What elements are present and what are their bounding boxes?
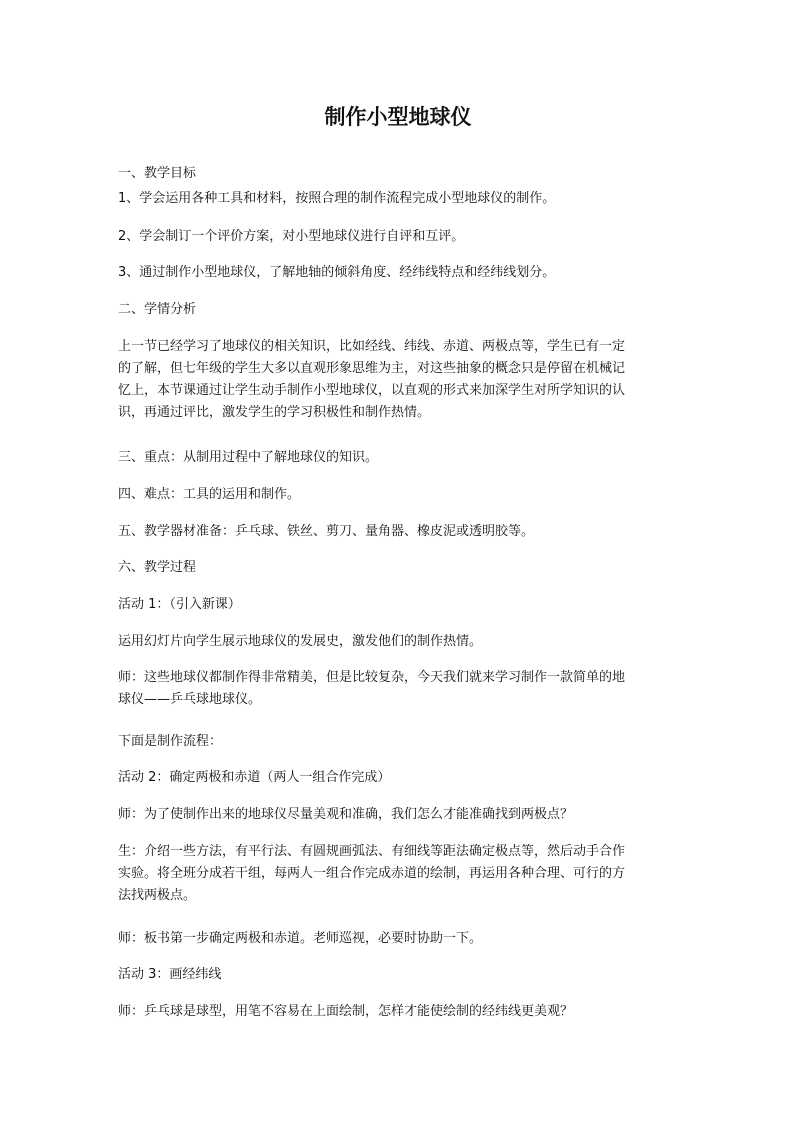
paragraph-line: 师：这些地球仪都制作得非常精美，但是比较复杂，今天我们就来学习制作一款简单的地	[118, 670, 626, 685]
section-difficulty: 四、难点：工具的运用和制作。	[118, 487, 301, 502]
paragraph-line: 忆上，本节课通过让学生动手制作小型地球仪，以直观的形式来加深学生对所学知识的认	[118, 383, 626, 398]
teacher-paragraph-4: 师：乒乓球是球型，用笔不容易在上面绘制，怎样才能使绘制的经纬线更美观？	[118, 1004, 574, 1019]
section-key-point: 三、重点：从制用过程中了解地球仪的知识。	[118, 450, 379, 465]
teacher-paragraph-3: 师：板书第一步确定两极和赤道。老师巡视，必要时协助一下。	[118, 931, 483, 946]
section-heading-process: 六、教学过程	[118, 560, 197, 575]
paragraph-line: 上一节已经学习了地球仪的相关知识，比如经线、纬线、赤道、两极点等，学生已有一定	[118, 339, 626, 354]
objective-item-3: 3、通过制作小型地球仪，了解地轴的倾斜角度、经纬线特点和经纬线划分。	[118, 265, 556, 280]
objective-item-1: 1、学会运用各种工具和材料，按照合理的制作流程完成小型地球仪的制作。	[118, 191, 556, 206]
teacher-paragraph-2: 师：为了使制作出来的地球仪尽量美观和准确，我们怎么才能准确找到两极点？	[118, 807, 574, 822]
student-paragraph-1	[118, 841, 678, 907]
paragraph-line: 生：介绍一些方法，有平行法、有圆规画弧法、有细线等距法确定极点等，然后动手合作	[118, 844, 626, 859]
activity-1-text: 运用幻灯片向学生展示地球仪的发展史，激发他们的制作热情。	[118, 634, 483, 649]
paragraph-line: 实验。将全班分成若干组，每两人一组合作完成赤道的绘制，再运用各种合理、可行的方	[118, 866, 626, 881]
paragraph-line: 球仪——乒乓球地球仪。	[118, 692, 262, 707]
teacher-paragraph-1	[118, 667, 678, 711]
activity-3-heading: 活动 3：画经纬线	[118, 967, 222, 982]
paragraph-line: 的了解，但七年级的学生大多以直观形象思维为主，对这些抽象的概念只是停留在机械记	[118, 361, 626, 376]
analysis-paragraph	[118, 336, 678, 424]
flow-intro: 下面是制作流程：	[118, 734, 223, 749]
section-materials: 五、教学器材准备：乒乓球、铁丝、剪刀、量角器、橡皮泥或透明胶等。	[118, 524, 535, 539]
document-title: 制作小型地球仪	[324, 104, 472, 129]
paragraph-line: 法找两极点。	[118, 888, 197, 903]
activity-2-heading: 活动 2：确定两极和赤道（两人一组合作完成）	[118, 770, 391, 785]
paragraph-line: 识，再通过评比，激发学生的学习积极性和制作热情。	[118, 405, 431, 420]
activity-1-heading: 活动 1：（引入新课）	[118, 597, 241, 612]
section-heading-objectives: 一、教学目标	[118, 166, 197, 181]
section-heading-analysis: 二、学情分析	[118, 302, 197, 317]
objective-item-2: 2、学会制订一个评价方案，对小型地球仪进行自评和互评。	[118, 229, 465, 244]
